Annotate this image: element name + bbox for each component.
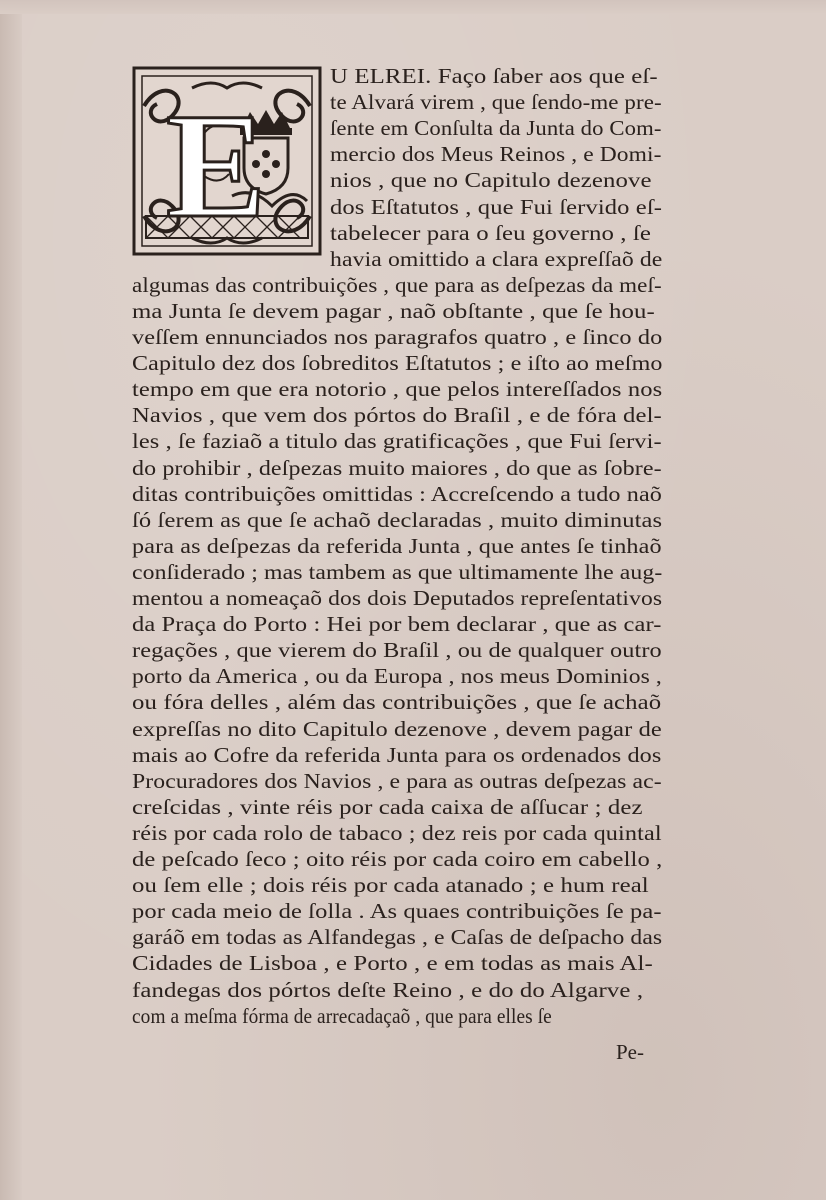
text-line: ditas contribuições omittidas : Accreſcendo a tudo naõ xyxy=(132,482,662,506)
text-line: algumas das contribuições , que para as deſpezas da meſ- xyxy=(132,273,662,297)
page-edge xyxy=(0,0,22,1200)
decorated-initial xyxy=(132,66,322,256)
text-line: para as deſpezas da referida Junta , que antes ſe tinhaõ xyxy=(132,534,662,558)
text-line: porto da America , ou da Europa , nos meus Dominios , xyxy=(132,664,662,688)
text-line: dos Eſtatutos , que Fui ſervido eſ- xyxy=(330,195,663,219)
text-line: réis por cada rolo de tabaco ; dez reis por cada quintal xyxy=(132,821,662,845)
text-line: mercio dos Meus Reinos , e Domi- xyxy=(330,142,662,166)
text-line: tempo em que era notorio , que pelos intereſſados nos xyxy=(132,377,663,401)
text-line: U ELREI. Faço ſaber aos que eſ- xyxy=(330,64,658,88)
text-line: ſente em Conſulta da Junta do Com- xyxy=(330,116,662,140)
text-line: creſcidas , vinte réis por cada caixa de aſſucar ; dez xyxy=(132,795,643,819)
catchword: Pe- xyxy=(616,1040,644,1064)
text-line: veſſem ennunciados nos paragrafos quatro , e ſinco do xyxy=(132,325,663,349)
text-line: Cidades de Lisboa , e Porto , e em todas as mais Al- xyxy=(132,951,653,975)
text-line: mais ao Cofre da referida Junta para os ordenados dos xyxy=(132,743,662,767)
text-line: de peſcado ſeco ; oito réis por cada coiro em cabello , xyxy=(132,847,663,871)
text-line: regações , que vierem do Braſil , ou de qualquer outro xyxy=(132,638,662,662)
text-line: do prohibir , deſpezas muito maiores , do que as ſobre- xyxy=(132,456,662,480)
text-line: ma Junta ſe devem pagar , naõ obſtante , que ſe hou- xyxy=(132,299,655,323)
text-line: ſó ſerem as que ſe achaõ declaradas , muito diminutas xyxy=(132,508,663,532)
page-top-edge xyxy=(0,0,826,14)
text-line: Capitulo dez dos ſobreditos Eſtatutos ; e iſto ao meſmo xyxy=(132,351,663,375)
text-line: Procuradores dos Navios , e para as outras deſpezas ac- xyxy=(132,769,662,793)
text-line: mentou a nomeaçaõ dos dois Deputados repreſentativos xyxy=(132,586,663,610)
text-line: por cada meio de ſolla . As quaes contribuições ſe pa- xyxy=(132,899,662,923)
ornament-initial-icon xyxy=(132,66,322,256)
text-line: Navios , que vem dos pórtos do Braſil , e de fóra del- xyxy=(132,403,662,427)
text-line: da Praça do Porto : Hei por bem declarar , que as car- xyxy=(132,612,662,636)
text-line: garáõ em todas as Alfandegas , e Caſas de deſpacho das xyxy=(132,925,663,949)
text-line: com a meſma fórma de arrecadaçaõ , que para elles ſe xyxy=(132,1004,552,1028)
text-line: havia omittido a clara expreſſaõ de xyxy=(330,247,663,271)
text-line: les , ſe faziaõ a titulo das gratificações , que Fui ſervi- xyxy=(132,429,662,453)
text-line: te Alvará virem , que ſendo-me pre- xyxy=(330,90,662,114)
text-line: expreſſas no dito Capitulo dezenove , devem pagar de xyxy=(132,717,662,741)
text-line: conſiderado ; mas tambem as que ultimamente lhe aug- xyxy=(132,560,663,584)
text-line: ou ſem elle ; dois réis por cada atanado ; e hum real xyxy=(132,873,649,897)
initial-letter: E xyxy=(166,83,267,249)
text-line: fandegas dos pórtos deſte Reino , e do do Algarve , xyxy=(132,978,644,1002)
text-line: tabelecer para o ſeu governo , ſe xyxy=(330,221,652,245)
text-line: nios , que no Capitulo dezenove xyxy=(330,168,652,192)
text-line: ou fóra delles , além das contribuições , que ſe achaõ xyxy=(132,690,662,714)
